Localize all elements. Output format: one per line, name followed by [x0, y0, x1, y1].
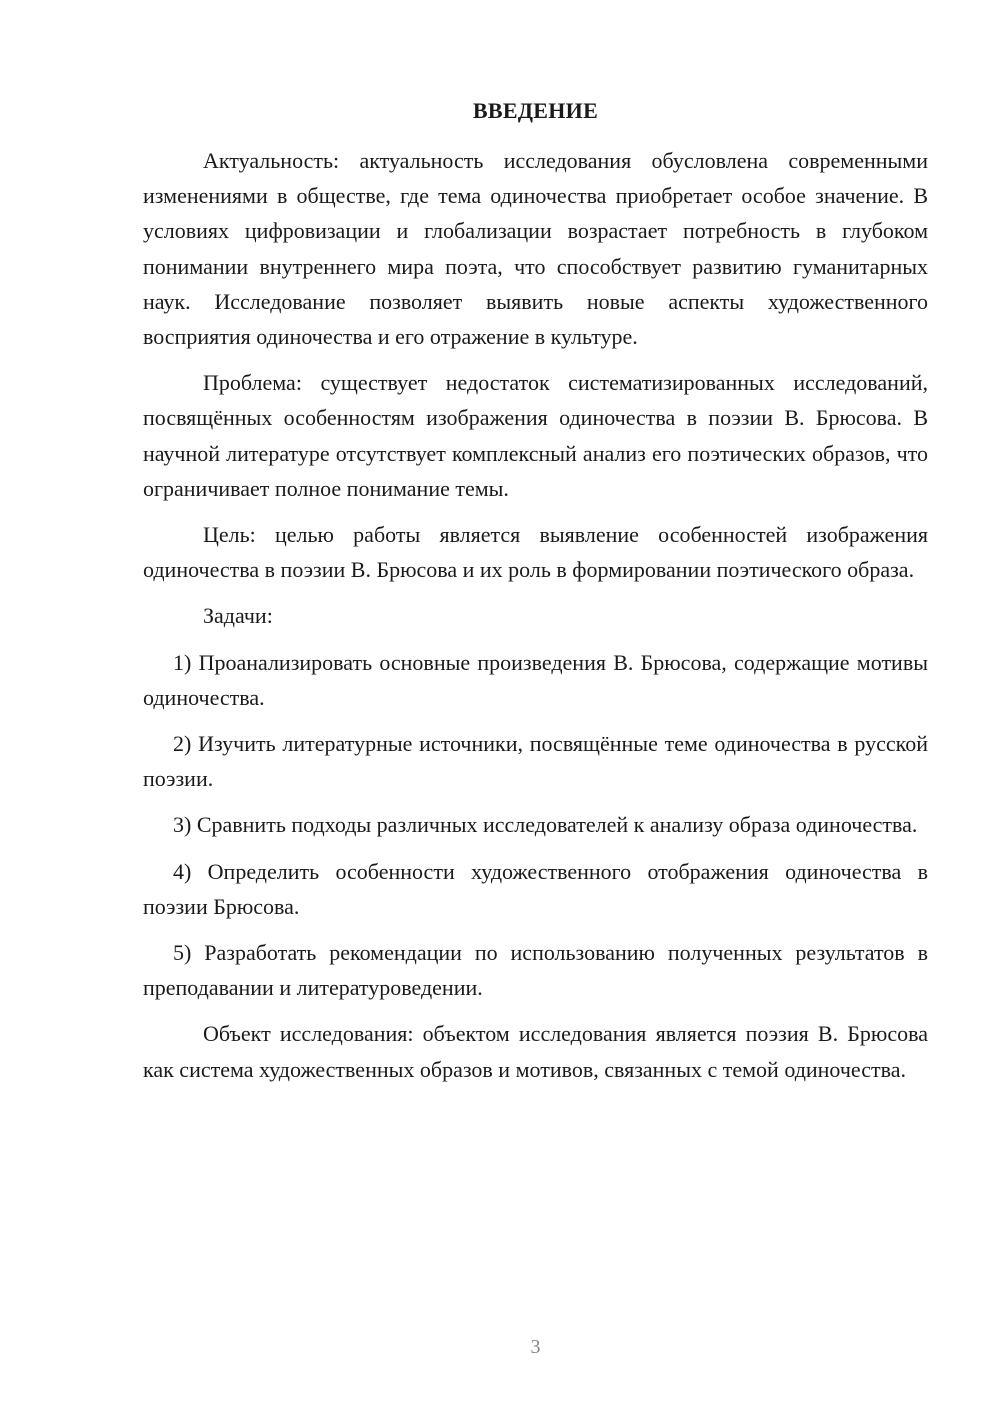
section-title: ВВЕДЕНИЕ — [472, 98, 599, 123]
task-item-5: 5) Разработать рекомендации по использованию полученных результатов в преподавании и литературоведении. — [143, 940, 928, 1001]
paragraph-relevance: Актуальность: актуальность исследования обусловлена современными изменениями в обществе, где тема одиночества приобретает особое значение. В условиях цифровизации и глобализации возрастает потребность в глубоком понимании внутреннего мира поэта, что способствует развитию гуманитарных наук. Исследование позволяет выявить новые аспекты художественного восприятия одиночества и его отражение в культуре. — [143, 148, 928, 350]
paragraph-problem: Проблема: существует недостаток систематизированных исследований, посвящённых особенностям изображения одиночества в поэзии В. Брюсова. В научной литературе отсутствует комплексный анализ его поэтических образов, что ограничивает полное понимание темы. — [143, 370, 928, 501]
page-number: 3 — [530, 1336, 541, 1358]
paragraph-goal: Цель: целью работы является выявление особенностей изображения одиночества в поэзии В. Брюсова и их роль в формировании поэтического образа. — [143, 522, 928, 583]
task-item-3: 3) Сравнить подходы различных исследователей к анализу образа одиночества. — [173, 812, 918, 838]
task-item-2: 2) Изучить литературные источники, посвящённые теме одиночества в русской поэзии. — [143, 731, 928, 792]
document-page — [143, 0, 928, 1414]
paragraph-object: Объект исследования: объектом исследования является поэзия В. Брюсова как система художественных образов и мотивов, связанных с темой одиночества. — [143, 1021, 928, 1082]
body-text — [143, 143, 928, 1098]
task-item-1: 1) Проанализировать основные произведения В. Брюсова, содержащие мотивы одиночества. — [143, 649, 928, 710]
tasks-heading: Задачи: — [203, 603, 273, 629]
task-item-4: 4) Определить особенности художественного отображения одиночества в поэзии Брюсова. — [143, 858, 928, 919]
